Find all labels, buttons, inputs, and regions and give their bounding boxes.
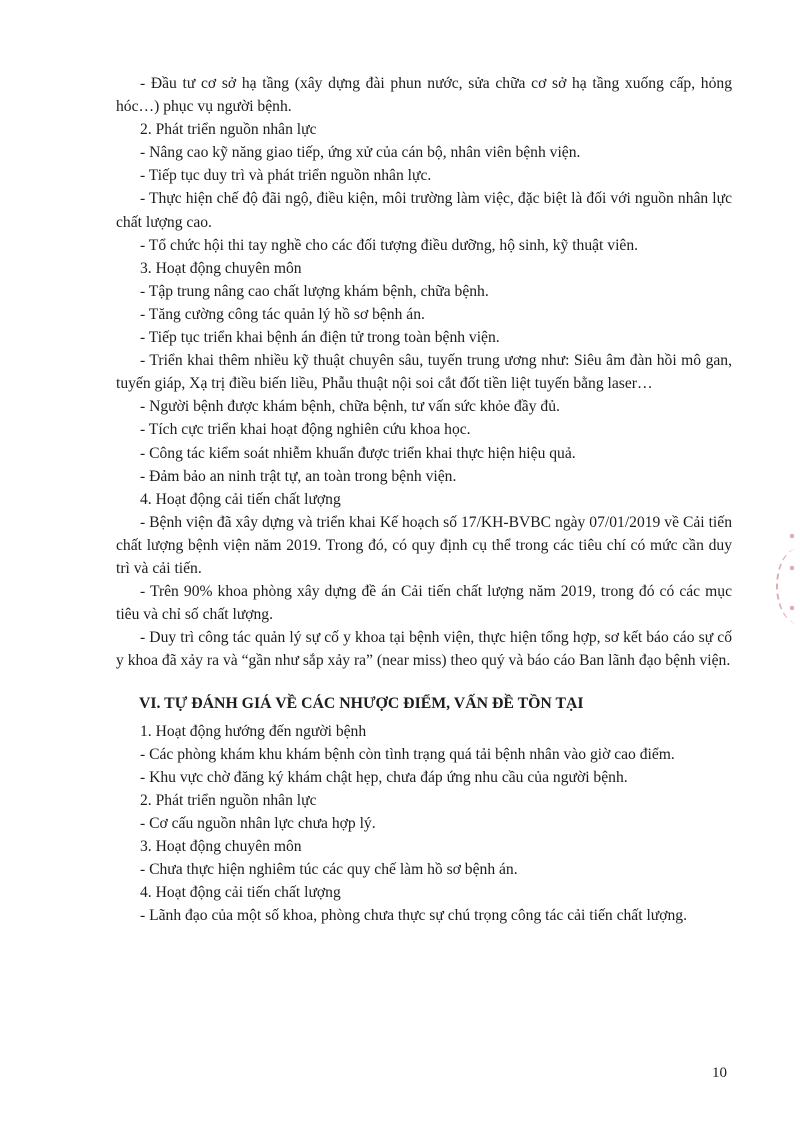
paragraph-research: - Tích cực triển khai hoạt động nghiên cứu khoa học. xyxy=(140,421,471,439)
page-number: 10 xyxy=(712,1065,727,1081)
heading-quality-improvement: 4. Hoạt động cải tiến chất lượng xyxy=(140,490,341,508)
heading-quality-improvement-2: 4. Hoạt động cải tiến chất lượng xyxy=(140,884,341,902)
heading-hr-development: 2. Phát triển nguồn nhân lực xyxy=(140,121,317,139)
paragraph-records-regulations: - Chưa thực hiện nghiêm túc các quy chế làm hồ sơ bệnh án. xyxy=(140,861,518,879)
paragraph-communication-skills: - Nâng cao kỹ năng giao tiếp, ứng xử của cán bộ, nhân viên bệnh viện. xyxy=(140,144,581,162)
heading-professional-activities: 3. Hoạt động chuyên môn xyxy=(140,259,302,277)
section-heading-self-assessment: VI. TỰ ĐÁNH GIÁ VỀ CÁC NHƯỢC ĐIỂM, VẤN ĐỀ TỒN TẠI xyxy=(139,695,584,713)
paragraph-exam-quality: - Tập trung nâng cao chất lượng khám bệnh, chữa bệnh. xyxy=(140,282,489,300)
seal-stamp-dot xyxy=(790,606,794,610)
seal-stamp-dot xyxy=(790,534,794,538)
paragraph-department-projects: - Trên 90% khoa phòng xây dựng đề án Cải tiến chất lượng năm 2019, trong đó có các mục tiêu và chỉ số chất lượng. xyxy=(116,583,732,624)
paragraph-incident-management: - Duy trì công tác quản lý sự cố y khoa tại bệnh viện, thực hiện tổng hợp, sơ kết báo cáo sự cố y khoa đã xảy ra và “gần như sắp xảy ra” (near miss) theo quý và báo cáo Ban lãnh đạo bệnh viện. xyxy=(116,629,732,670)
paragraph-medical-records: - Tăng cường công tác quản lý hồ sơ bệnh án. xyxy=(140,305,425,323)
seal-stamp-dot xyxy=(790,566,794,570)
heading-patient-oriented: 1. Hoạt động hướng đến người bệnh xyxy=(140,722,367,740)
paragraph-infection-control: - Công tác kiểm soát nhiễm khuẩn được triển khai thực hiện hiệu quả. xyxy=(140,444,576,462)
page-body xyxy=(116,72,732,927)
paragraph-improvement-plan: - Bệnh viện đã xây dựng và triển khai Kế hoạch số 17/KH-BVBC ngày 07/01/2019 về Cải tiến chất lượng bệnh viện năm 2019. Trong đó, có quy định cụ thể trong các tiêu chí có mức cần duy trì và cải tiến. xyxy=(116,513,732,577)
paragraph-advanced-techniques: - Triển khai thêm nhiều kỹ thuật chuyên sâu, tuyến trung ương như: Siêu âm đàn hồi mô gan, tuyến giáp, Xạ trị điều biến liều, Phẫu thuật nội soi cắt đốt tiền liệt tuyến bằng laser… xyxy=(116,352,732,393)
paragraph-electronic-records: - Tiếp tục triển khai bệnh án điện tử trong toàn bệnh viện. xyxy=(140,329,500,347)
paragraph-skills-contest: - Tổ chức hội thi tay nghề cho các đối tượng điều dưỡng, hộ sinh, kỹ thuật viên. xyxy=(140,236,639,254)
heading-hr-development-2: 2. Phát triển nguồn nhân lực xyxy=(140,791,317,809)
seal-stamp-edge xyxy=(776,548,800,624)
paragraph-hr-structure: - Cơ cấu nguồn nhân lực chưa hợp lý. xyxy=(140,814,376,832)
paragraph-waiting-area: - Khu vực chờ đăng ký khám chật hẹp, chưa đáp ứng nhu cầu của người bệnh. xyxy=(140,768,628,786)
paragraph-leadership-focus: - Lãnh đạo của một số khoa, phòng chưa thực sự chú trọng công tác cải tiến chất lượng. xyxy=(140,907,687,925)
paragraph-remuneration: - Thực hiện chế độ đãi ngộ, điều kiện, môi trường làm việc, đặc biệt là đối với nguồn nhân lực chất lượng cao. xyxy=(116,190,732,231)
paragraph-patient-care: - Người bệnh được khám bệnh, chữa bệnh, tư vấn sức khỏe đầy đủ. xyxy=(140,398,560,416)
paragraph-maintain-hr: - Tiếp tục duy trì và phát triển nguồn nhân lực. xyxy=(140,167,432,185)
paragraph-security: - Đảm bảo an ninh trật tự, an toàn trong bệnh viện. xyxy=(140,467,457,485)
heading-professional-activities-2: 3. Hoạt động chuyên môn xyxy=(140,838,302,855)
paragraph-overload: - Các phòng khám khu khám bệnh còn tình trạng quá tải bệnh nhân vào giờ cao điểm. xyxy=(140,745,675,763)
paragraph-infrastructure: - Đầu tư cơ sở hạ tầng (xây dựng đài phun nước, sửa chữa cơ sở hạ tầng xuống cấp, hỏng hóc…) phục vụ người bệnh. xyxy=(116,75,732,116)
